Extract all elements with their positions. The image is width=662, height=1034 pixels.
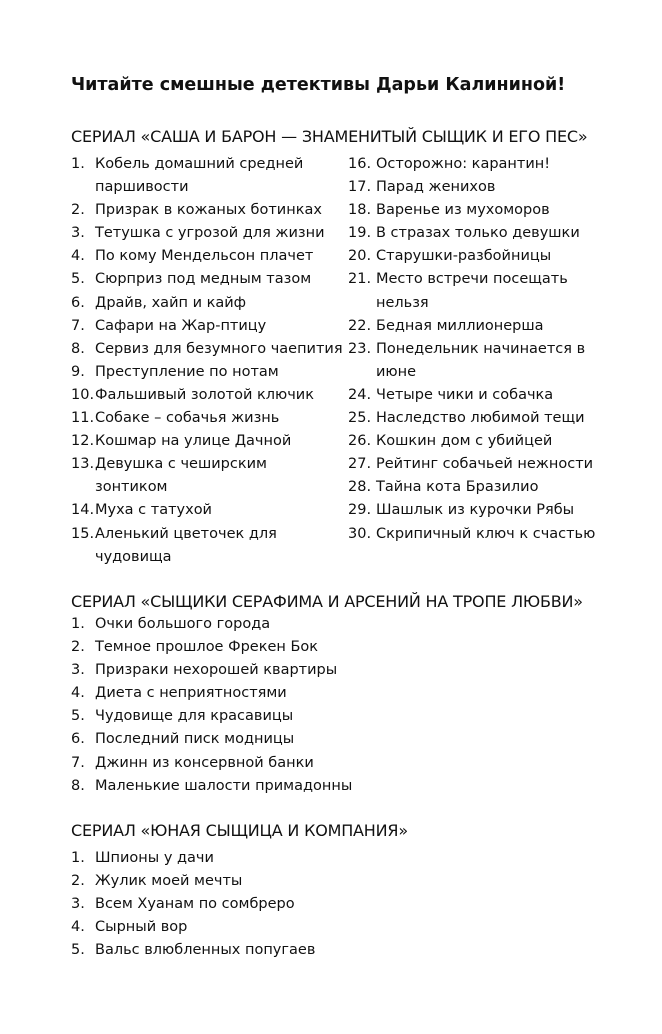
book-list-item <box>71 682 591 705</box>
book-list-young-detective <box>71 847 591 962</box>
book-title: Темное прошлое Фрекен Бок <box>95 639 319 656</box>
book-number: 23. <box>348 340 372 357</box>
book-list-item <box>71 338 343 361</box>
book-number: 9. <box>71 363 85 380</box>
book-title: Кошмар на улице Дачной <box>95 433 292 450</box>
book-title: Жулик моей мечты <box>95 873 243 890</box>
book-list-item <box>71 292 343 315</box>
book-number: 13. <box>71 456 95 473</box>
book-number: 12. <box>71 433 95 450</box>
book-list-item <box>71 752 591 775</box>
book-list-item <box>71 407 343 430</box>
book-title: Сырный вор <box>95 919 188 936</box>
book-list-item <box>348 176 618 199</box>
book-list-item <box>71 870 591 893</box>
book-list-item <box>348 315 618 338</box>
book-number: 22. <box>348 317 372 334</box>
book-number: 2. <box>71 873 85 890</box>
book-title: Сюрприз под медным тазом <box>95 271 312 288</box>
book-title: Шпионы у дачи <box>95 850 214 866</box>
book-title: Очки большого города <box>95 616 271 632</box>
book-number: 26. <box>348 433 372 450</box>
book-number: 4. <box>71 919 85 936</box>
book-number: 28. <box>348 479 372 496</box>
book-number: 11. <box>71 410 95 427</box>
book-list-sasha-baron-right <box>348 153 618 546</box>
book-number: 1. <box>71 616 85 632</box>
book-number: 4. <box>71 248 85 265</box>
book-list-item <box>71 222 343 245</box>
book-title: Понедельник начинается в июне <box>376 340 586 380</box>
book-title: Сафари на Жар-птицу <box>95 317 267 334</box>
book-title: Маленькие шалости примадонны <box>95 777 353 794</box>
book-number: 14. <box>71 502 95 519</box>
book-title: Джинн из консервной банки <box>95 754 314 771</box>
book-number: 3. <box>71 225 85 242</box>
book-title: В стразах только девушки <box>376 225 580 242</box>
book-title: Муха с татухой <box>95 502 212 519</box>
book-list-item <box>71 430 343 453</box>
book-title: Аленький цветочек для чудовища <box>95 525 277 565</box>
book-title: Преступление по нотам <box>95 363 279 380</box>
book-number: 6. <box>71 731 85 748</box>
book-number: 19. <box>348 225 372 242</box>
book-list-item <box>71 636 591 659</box>
book-list-item <box>71 728 591 751</box>
book-list-sasha-baron-left <box>71 153 343 569</box>
book-number: 1. <box>71 156 85 172</box>
book-number: 18. <box>348 202 372 219</box>
book-title: Вальс влюбленных попугаев <box>95 942 316 959</box>
book-list-item <box>71 268 343 291</box>
book-list-item <box>71 384 343 407</box>
book-number: 20. <box>348 248 372 265</box>
book-list-item <box>348 430 618 453</box>
book-list-item <box>71 916 591 939</box>
book-list-item <box>71 499 343 522</box>
book-number: 6. <box>71 294 85 311</box>
book-title: Фальшивый золотой ключик <box>95 386 314 403</box>
book-number: 3. <box>71 662 85 679</box>
book-list-item <box>348 268 618 314</box>
book-list-item <box>71 847 591 870</box>
book-title: По кому Мендельсон плачет <box>95 248 314 265</box>
book-number: 15. <box>71 525 95 542</box>
book-number: 29. <box>348 502 372 519</box>
book-number: 1. <box>71 850 85 866</box>
book-title: Шашлык из курочки Рябы <box>376 502 575 519</box>
book-number: 27. <box>348 456 372 473</box>
book-number: 5. <box>71 942 85 959</box>
book-number: 3. <box>71 896 85 913</box>
book-list-item <box>348 384 618 407</box>
book-title: Девушка с чеширским зонтиком <box>95 456 267 496</box>
book-title: Тайна кота Бразилио <box>376 479 539 496</box>
book-title: Старушки-разбойницы <box>376 248 552 265</box>
book-title: Варенье из мухоморов <box>376 202 550 219</box>
book-number: 7. <box>71 317 85 334</box>
book-number: 30. <box>348 525 372 542</box>
page-title: Читайте смешные детективы Дарьи Калининой! <box>71 75 566 95</box>
book-list-item <box>71 659 591 682</box>
book-title: Драйв, хайп и кайф <box>95 294 247 311</box>
book-list-item <box>71 613 591 636</box>
book-number: 10. <box>71 386 95 403</box>
book-title: Призраки нехорошей квартиры <box>95 662 338 679</box>
book-list-item <box>71 523 343 569</box>
book-list-item <box>71 245 343 268</box>
book-number: 5. <box>71 708 85 725</box>
book-list-item <box>71 705 591 728</box>
book-list-item <box>348 499 618 522</box>
book-number: 16. <box>348 156 372 172</box>
book-title: Четыре чики и собачка <box>376 386 554 403</box>
book-number: 25. <box>348 410 372 427</box>
book-number: 17. <box>348 179 372 196</box>
book-list-item <box>348 222 618 245</box>
book-list-item <box>348 453 618 476</box>
book-title: Диета с неприятностями <box>95 685 287 702</box>
book-title: Кобель домашний средней паршивости <box>95 156 304 196</box>
book-number: 5. <box>71 271 85 288</box>
book-list-item <box>71 315 343 338</box>
book-list-item <box>348 338 618 384</box>
book-title: Парад женихов <box>376 179 496 196</box>
book-title: Чудовище для красавицы <box>95 708 294 725</box>
book-number: 4. <box>71 685 85 702</box>
book-title: Всем Хуанам по сомбреро <box>95 896 295 913</box>
book-list-item <box>71 361 343 384</box>
book-number: 24. <box>348 386 372 403</box>
book-title: Сервиз для безумного чаепития <box>95 340 343 357</box>
series-title-sasha-baron: СЕРИАЛ «САША И БАРОН — ЗНАМЕНИТЫЙ СЫЩИК И ЕГО ПЕС» <box>71 127 588 146</box>
book-list-item <box>71 893 591 916</box>
book-title: Место встречи посещать нельзя <box>376 271 568 311</box>
book-title: Последний писк модницы <box>95 731 295 748</box>
book-list-item <box>348 153 618 176</box>
book-title: Осторожно: карантин! <box>376 156 551 172</box>
book-list-item <box>348 245 618 268</box>
book-title: Скрипичный ключ к счастью <box>376 525 596 542</box>
book-title: Рейтинг собачьей нежности <box>376 456 594 473</box>
book-list-serafima-arseniy <box>71 613 591 798</box>
book-number: 2. <box>71 639 85 656</box>
book-list-item <box>71 939 591 962</box>
book-list-item <box>71 775 591 798</box>
book-list-item <box>71 199 343 222</box>
book-list-item <box>348 523 618 546</box>
book-list-item <box>71 153 343 199</box>
book-list-item <box>348 407 618 430</box>
series-title-young-detective: СЕРИАЛ «ЮНАЯ СЫЩИЦА И КОМПАНИЯ» <box>71 821 408 840</box>
book-title: Собаке – собачья жизнь <box>95 410 280 427</box>
book-title: Тетушка с угрозой для жизни <box>95 225 325 242</box>
series-title-serafima-arseniy: СЕРИАЛ «СЫЩИКИ СЕРАФИМА И АРСЕНИЙ НА ТРОПЕ ЛЮБВИ» <box>71 592 583 611</box>
book-number: 2. <box>71 202 85 219</box>
book-list-item <box>348 199 618 222</box>
book-title: Кошкин дом с убийцей <box>376 433 553 450</box>
book-title: Бедная миллионерша <box>376 317 544 334</box>
book-list-item <box>71 453 343 499</box>
book-number: 7. <box>71 754 85 771</box>
book-title: Призрак в кожаных ботинках <box>95 202 322 219</box>
book-number: 8. <box>71 777 85 794</box>
book-number: 21. <box>348 271 372 288</box>
book-list-item <box>348 476 618 499</box>
book-number: 8. <box>71 340 85 357</box>
book-title: Наследство любимой тещи <box>376 410 585 427</box>
